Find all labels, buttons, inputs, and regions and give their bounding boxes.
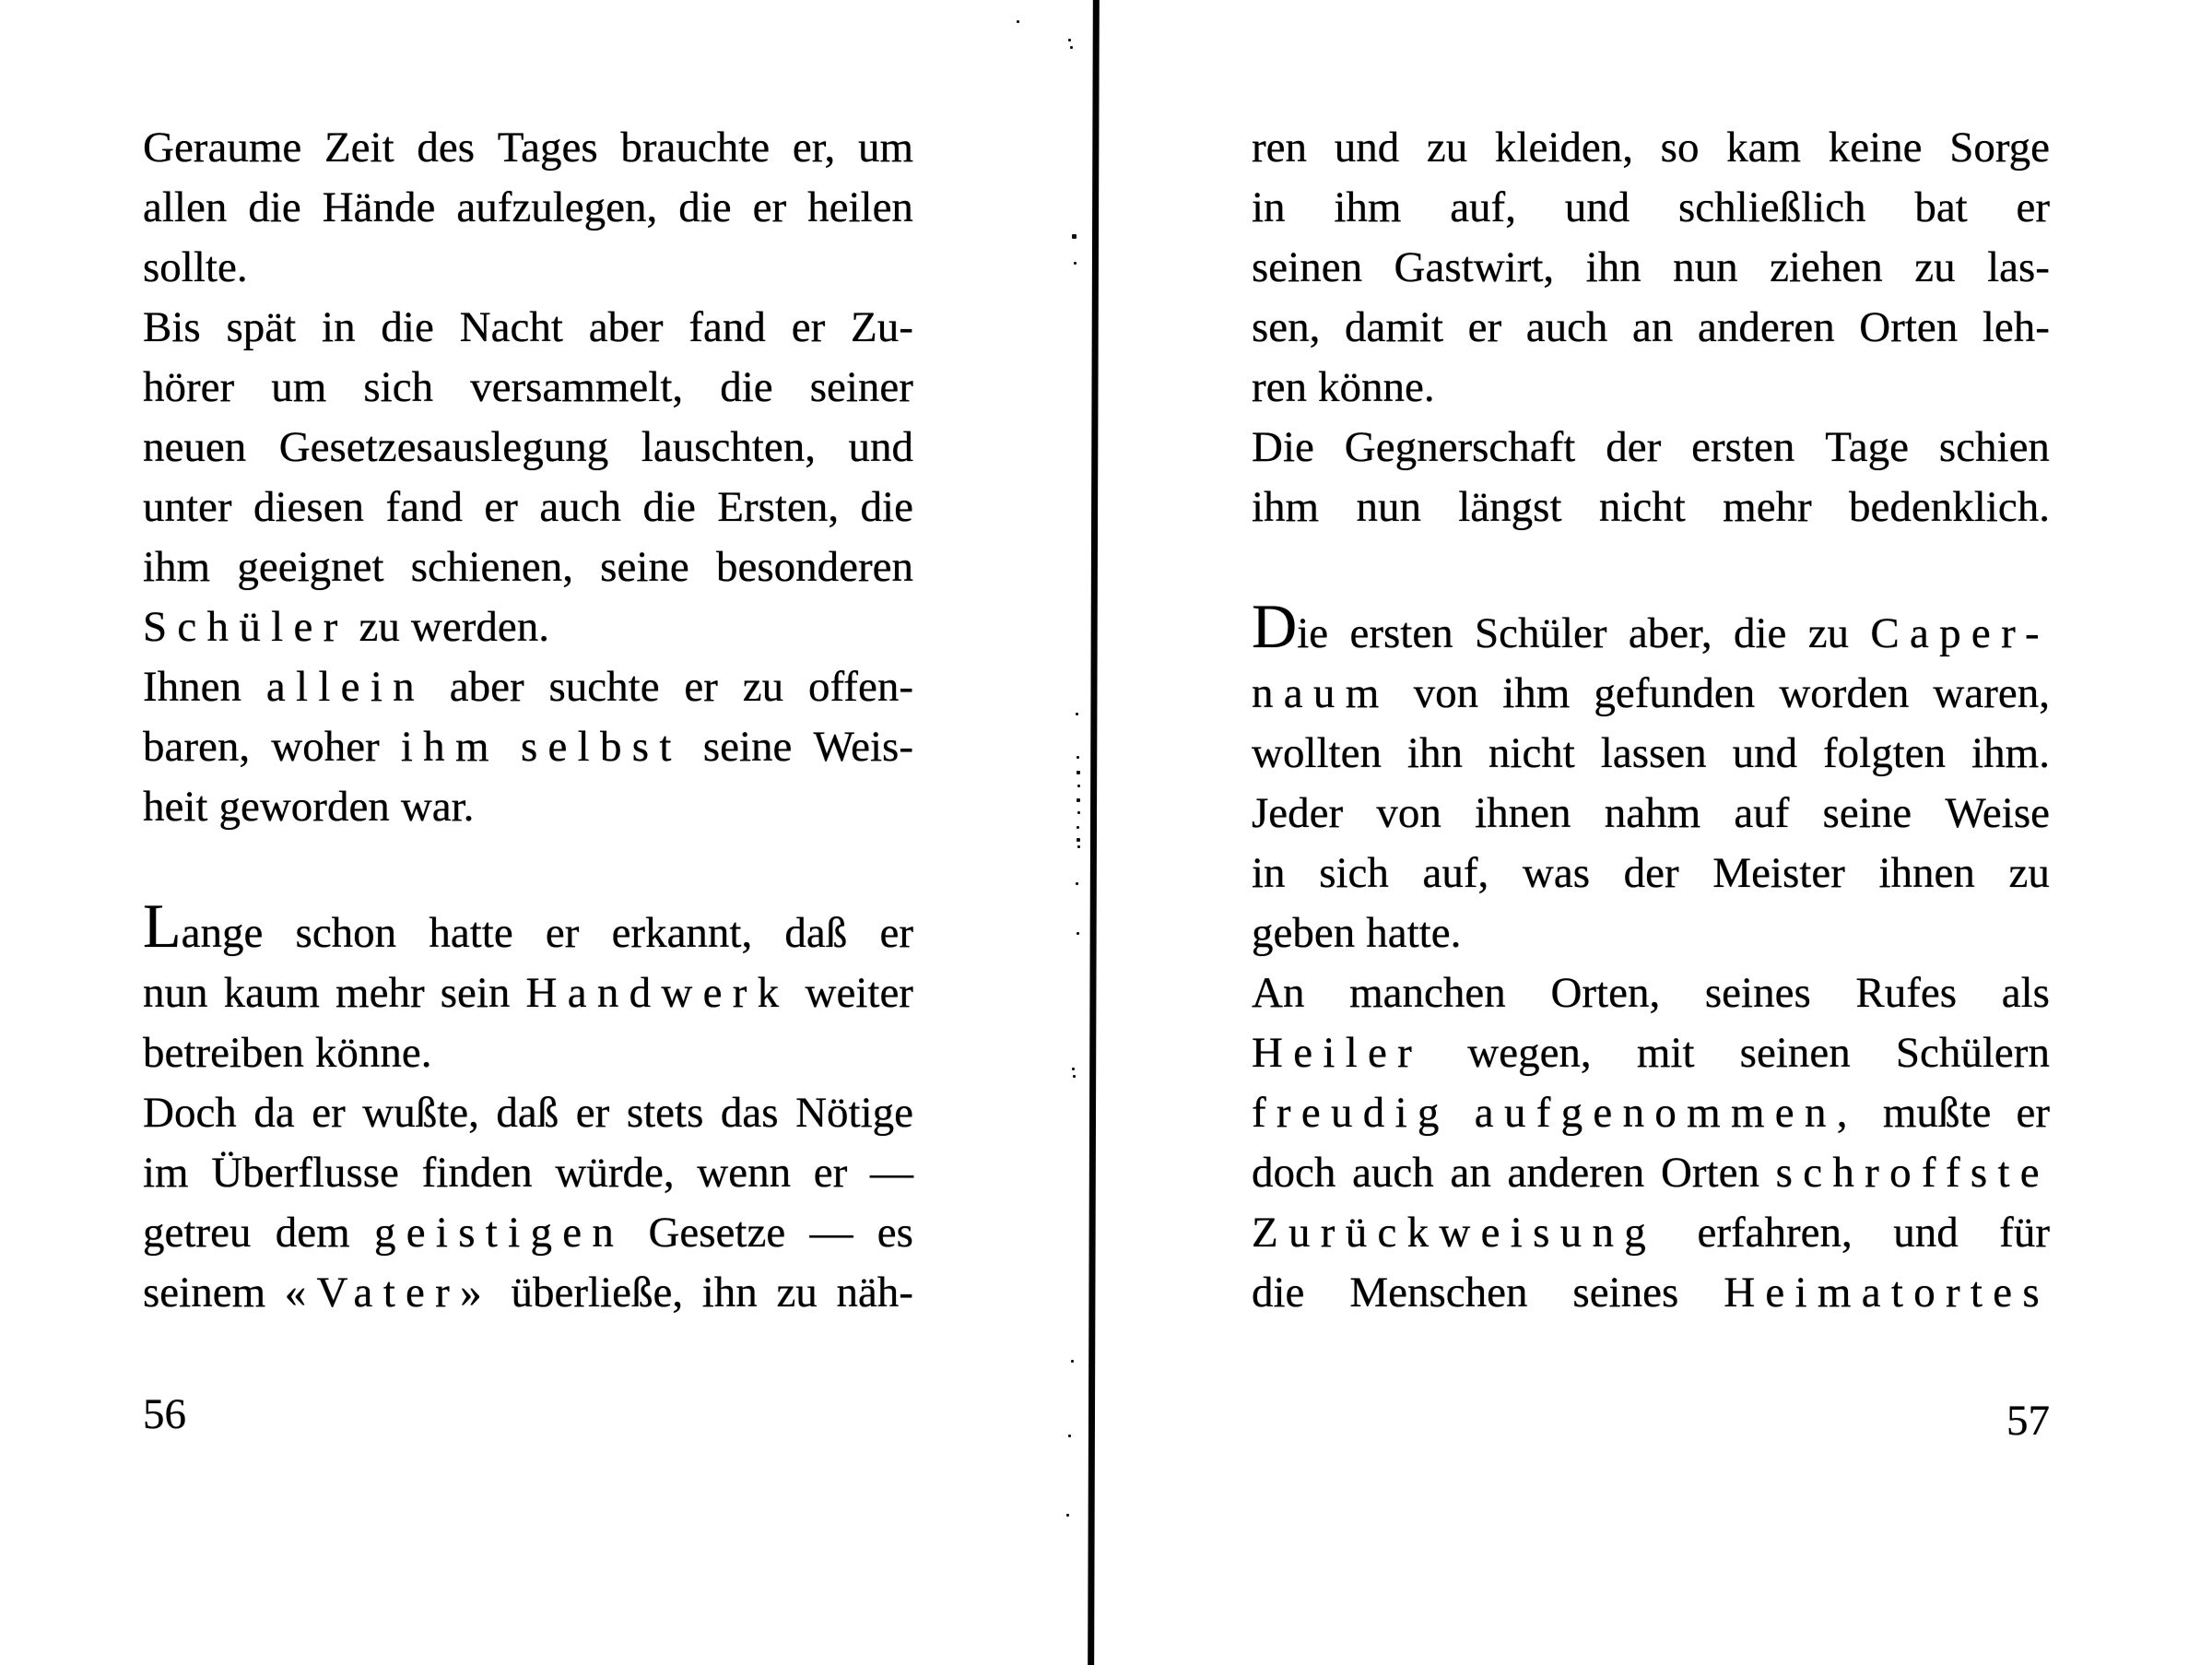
word: er, xyxy=(792,124,836,171)
scan-speck xyxy=(1076,882,1078,885)
text-line xyxy=(143,418,913,478)
word: er xyxy=(879,909,913,957)
word: sich xyxy=(1319,849,1389,897)
scan-speck xyxy=(1077,838,1080,842)
right-page-text-block xyxy=(1252,118,2050,1323)
text-line xyxy=(143,1263,913,1323)
word: seiner xyxy=(809,363,913,411)
word: auch xyxy=(539,483,622,531)
scan-speck xyxy=(1076,713,1078,715)
word: schließlich xyxy=(1677,183,1866,231)
text-line xyxy=(143,717,913,777)
word: damit xyxy=(1344,303,1444,351)
text-line xyxy=(143,597,913,657)
word: Hände xyxy=(322,183,436,231)
word: seinem xyxy=(143,1269,266,1317)
text-line xyxy=(143,657,913,717)
text-line xyxy=(1252,238,2050,298)
word: brauchte xyxy=(620,124,771,171)
word: Zeit xyxy=(324,124,394,171)
word: ihn xyxy=(701,1269,758,1317)
word: er xyxy=(791,303,826,351)
word: Gesetzesauslegung xyxy=(278,423,609,471)
word: stets xyxy=(626,1089,704,1137)
right-page-number: 57 xyxy=(2006,1397,2050,1445)
letterspaced-word: Caper- xyxy=(1870,609,2050,657)
word: heilen xyxy=(807,183,913,231)
text-line xyxy=(143,1143,913,1203)
letterspaced-word: Heimatortes xyxy=(1724,1269,2050,1317)
word: folgten xyxy=(1823,729,1947,777)
text-line xyxy=(143,891,913,963)
letterspaced-word: aufgenommen, xyxy=(1474,1089,1858,1137)
text-line xyxy=(143,537,913,597)
word: finden xyxy=(421,1149,533,1197)
word: daß xyxy=(496,1089,559,1137)
word: er xyxy=(484,483,518,531)
enlarged-initial: D xyxy=(1252,591,1298,661)
book-gutter-line xyxy=(1088,0,1100,1665)
text-line xyxy=(143,178,913,238)
word: zu xyxy=(742,663,784,711)
word: An xyxy=(1252,969,1305,1017)
word: für xyxy=(1999,1209,2050,1257)
word: zu xyxy=(776,1269,818,1317)
text-line xyxy=(143,777,913,837)
word: die xyxy=(720,363,773,411)
word: geworden xyxy=(218,783,390,831)
word: worden xyxy=(1779,669,1910,717)
text-line xyxy=(1252,724,2050,784)
word: Schülern xyxy=(1895,1029,2050,1077)
word: hatte xyxy=(429,909,513,957)
text-line xyxy=(143,1023,913,1083)
word: lassen xyxy=(1600,729,1707,777)
word: schienen, xyxy=(410,543,573,591)
word: doch xyxy=(1252,1149,1336,1197)
word: Gegnerschaft xyxy=(1344,423,1576,471)
left-page-number: 56 xyxy=(143,1390,186,1438)
word: — xyxy=(869,1149,913,1197)
word: Nacht xyxy=(459,303,563,351)
letterspaced-word: naum xyxy=(1252,669,1390,717)
word: fand xyxy=(688,303,766,351)
word: nicht xyxy=(1488,729,1575,777)
scan-speck xyxy=(1017,20,1019,23)
word: kaum xyxy=(223,969,320,1017)
text-line xyxy=(1252,784,2050,844)
word: die xyxy=(381,303,434,351)
text-line xyxy=(1252,1143,2050,1203)
word: in xyxy=(322,303,356,351)
text-line xyxy=(1252,298,2050,358)
word: auf xyxy=(1734,789,1790,837)
letterspaced-word: allein xyxy=(265,663,425,711)
word: geeignet xyxy=(237,543,384,591)
word: er xyxy=(1467,303,1502,351)
text-line xyxy=(1252,178,2050,238)
word: ihnen xyxy=(1878,849,1975,897)
word: ihm xyxy=(1252,483,1320,531)
word: anderen xyxy=(1697,303,1835,351)
word: seinen xyxy=(1252,243,1363,291)
word: aber xyxy=(588,303,664,351)
letterspaced-word: Heiler xyxy=(1252,1029,1423,1077)
word: lauschten, xyxy=(641,423,817,471)
word: wegen, xyxy=(1467,1029,1592,1077)
text-line xyxy=(143,238,913,298)
scan-speck xyxy=(1072,234,1077,239)
word: Weise xyxy=(1945,789,2050,837)
text-line xyxy=(1252,358,2050,418)
word: ziehen xyxy=(1770,243,1883,291)
word: des xyxy=(417,124,475,171)
word: überließe, xyxy=(511,1269,684,1317)
word: aufzulegen, xyxy=(456,183,658,231)
word: zu xyxy=(2008,849,2050,897)
word: ihm xyxy=(143,543,211,591)
word: die xyxy=(1733,609,1787,657)
text-line xyxy=(1252,1263,2050,1323)
word: Überflusse xyxy=(211,1149,399,1197)
word: allen xyxy=(143,183,228,231)
word: heit xyxy=(143,783,208,831)
word: wenn xyxy=(697,1149,792,1197)
letterspaced-word: schroffste xyxy=(1775,1149,2050,1197)
word: zu xyxy=(359,603,400,651)
text-line xyxy=(1252,118,2050,178)
word: offen- xyxy=(808,663,913,711)
word: Ihnen xyxy=(143,663,242,711)
word: da xyxy=(253,1089,295,1137)
word: ersten xyxy=(1349,609,1453,657)
word: erfahren, xyxy=(1697,1209,1853,1257)
letterspaced-word: freudig xyxy=(1252,1089,1450,1137)
word: versammelt, xyxy=(470,363,684,411)
word: Orten, xyxy=(1550,969,1661,1017)
word: sein xyxy=(440,969,511,1017)
scan-speck xyxy=(1077,771,1080,774)
text-line xyxy=(143,963,913,1023)
word: die xyxy=(860,483,913,531)
scan-speck xyxy=(1077,756,1079,759)
scan-speck xyxy=(1077,785,1080,787)
scan-speck xyxy=(1070,46,1073,49)
word: auch xyxy=(1525,303,1608,351)
text-line xyxy=(1252,1203,2050,1263)
word: er xyxy=(575,1089,610,1137)
word: so xyxy=(1660,124,1700,171)
word: Geraume xyxy=(143,124,302,171)
word: kam xyxy=(1726,124,1802,171)
word: las- xyxy=(1987,243,2050,291)
word: ihm. xyxy=(1971,729,2050,777)
word: spät xyxy=(226,303,297,351)
word: wußte, xyxy=(362,1089,479,1137)
word: mehr xyxy=(1723,483,1812,531)
word-with-initial: Die xyxy=(1252,591,1329,661)
letterspaced-word: Zurückweisung xyxy=(1252,1209,1657,1257)
word: mußte xyxy=(1882,1089,1992,1137)
word: seines xyxy=(1572,1269,1679,1317)
word: suchte xyxy=(548,663,660,711)
word: manchen xyxy=(1349,969,1506,1017)
word: schien xyxy=(1938,423,2050,471)
word: ihm xyxy=(1334,183,1402,231)
text-line xyxy=(1252,1083,2050,1143)
word: im xyxy=(143,1149,189,1197)
word: Die xyxy=(1252,423,1314,471)
word: Sorge xyxy=(1949,124,2050,171)
word: an xyxy=(1632,303,1674,351)
letterspaced-word: geistigen xyxy=(373,1209,625,1257)
text-line xyxy=(143,1083,913,1143)
letterspaced-word: Handwerk xyxy=(525,969,790,1017)
word: hörer xyxy=(143,363,235,411)
letterspaced-word: «Vater» xyxy=(284,1269,492,1317)
word: kleiden, xyxy=(1494,124,1633,171)
word: zu xyxy=(1426,124,1468,171)
word: bedenklich. xyxy=(1849,483,2050,531)
word: Orten xyxy=(1660,1149,1759,1197)
text-line xyxy=(143,478,913,537)
word: anderen xyxy=(1507,1149,1645,1197)
word: bat xyxy=(1914,183,1968,231)
word: Nötige xyxy=(795,1089,913,1137)
word: weiter xyxy=(805,969,913,1017)
scan-speck xyxy=(1074,262,1077,265)
word-with-initial: Lange xyxy=(143,891,264,961)
text-line xyxy=(1252,963,2050,1023)
word: ihn xyxy=(1406,729,1463,777)
word: seine xyxy=(600,543,689,591)
word: längst xyxy=(1458,483,1562,531)
word: schon xyxy=(295,909,397,957)
word: erkannt, xyxy=(611,909,753,957)
letterspaced-word: ihm xyxy=(400,723,500,771)
word: dem xyxy=(275,1209,350,1257)
word: ihnen xyxy=(1475,789,1571,837)
word: könne. xyxy=(1318,363,1435,411)
word: ren xyxy=(1252,363,1308,411)
word: unter xyxy=(143,483,232,531)
left-page-text-block xyxy=(143,118,913,1323)
word: und xyxy=(1334,124,1400,171)
word: nun xyxy=(1673,243,1738,291)
text-line xyxy=(143,1203,913,1263)
word: neuen xyxy=(143,423,247,471)
word: er xyxy=(752,183,787,231)
word: Jeder xyxy=(1252,789,1344,837)
word: seines xyxy=(1704,969,1811,1017)
text-line xyxy=(1252,664,2050,724)
word: — xyxy=(809,1209,853,1257)
word: Ersten, xyxy=(717,483,840,531)
word: sollte. xyxy=(143,243,248,291)
word: ren xyxy=(1252,124,1308,171)
word: ersten xyxy=(1691,423,1795,471)
word: die xyxy=(678,183,732,231)
word: leh- xyxy=(1982,303,2050,351)
word: er xyxy=(2016,183,2050,231)
word: gefunden xyxy=(1594,669,1756,717)
scan-speck xyxy=(1073,1075,1076,1078)
word: es xyxy=(877,1209,913,1257)
word: diesen xyxy=(253,483,365,531)
text-line xyxy=(1252,418,2050,478)
scan-speck xyxy=(1068,1435,1071,1437)
word: um xyxy=(857,124,913,171)
word: auch xyxy=(1352,1149,1434,1197)
word: baren, xyxy=(143,723,251,771)
word: ihm xyxy=(1502,669,1571,717)
scan-speck xyxy=(1077,932,1079,935)
word: würde, xyxy=(555,1149,675,1197)
text-line xyxy=(143,298,913,358)
word: Schüler xyxy=(1475,609,1607,657)
word: er xyxy=(813,1149,848,1197)
text-line xyxy=(1252,591,2050,664)
word: er xyxy=(2016,1089,2050,1137)
enlarged-initial: L xyxy=(143,891,182,961)
word: von xyxy=(1376,789,1441,837)
letterspaced-word: selbst xyxy=(520,723,682,771)
word: zu xyxy=(1807,609,1850,657)
word: auf, xyxy=(1422,849,1489,897)
word: Doch xyxy=(143,1089,237,1137)
word: nun xyxy=(1356,483,1421,531)
word: Orten xyxy=(1859,303,1959,351)
word: sich xyxy=(363,363,434,411)
letterspaced-word: Schüler xyxy=(143,603,348,651)
word: und xyxy=(1732,729,1798,777)
word: sen, xyxy=(1252,303,1321,351)
word: als xyxy=(2001,969,2050,1017)
word: könne. xyxy=(314,1029,432,1077)
text-line xyxy=(143,118,913,178)
text-line xyxy=(1252,844,2050,903)
scan-speck xyxy=(1077,826,1079,829)
scan-speck xyxy=(1066,1514,1069,1517)
word: mehr xyxy=(335,969,425,1017)
word: er xyxy=(684,663,718,711)
word: das xyxy=(720,1089,779,1137)
word: der xyxy=(1606,423,1662,471)
text-line xyxy=(1252,478,2050,537)
word: fand xyxy=(385,483,463,531)
word: Zu- xyxy=(851,303,913,351)
word: Bis xyxy=(143,303,201,351)
text-line xyxy=(143,358,913,418)
word: was xyxy=(1522,849,1591,897)
word: Menschen xyxy=(1349,1269,1528,1317)
word: Gesetze xyxy=(648,1209,786,1257)
word: geben xyxy=(1252,909,1356,957)
word: in xyxy=(1252,849,1286,897)
word: Gastwirt, xyxy=(1394,243,1555,291)
word: Meister xyxy=(1712,849,1845,897)
word: auf, xyxy=(1450,183,1516,231)
scan-speck xyxy=(1068,39,1071,41)
word: nun xyxy=(143,969,208,1017)
scan-speck xyxy=(1077,845,1080,848)
word: näh- xyxy=(836,1269,913,1317)
word: er xyxy=(545,909,580,957)
text-line xyxy=(1252,1023,2050,1083)
word: wollten xyxy=(1252,729,1382,777)
word: werden. xyxy=(410,603,549,651)
word: daß xyxy=(784,909,848,957)
word: betreiben xyxy=(143,1029,304,1077)
word: nicht xyxy=(1598,483,1686,531)
word: und xyxy=(848,423,913,471)
word: und xyxy=(1893,1209,1959,1257)
word: Rufes xyxy=(1855,969,1958,1017)
word: von xyxy=(1413,669,1479,717)
word: hatte. xyxy=(1366,909,1462,957)
word: die xyxy=(1252,1269,1305,1317)
word: an xyxy=(1450,1149,1491,1197)
word: woher xyxy=(271,723,380,771)
scan-speck xyxy=(1077,798,1080,802)
word: die xyxy=(642,483,696,531)
word: war. xyxy=(400,783,475,831)
scan-speck xyxy=(1077,811,1080,814)
word: Tage xyxy=(1825,423,1909,471)
word: der xyxy=(1623,849,1679,897)
word: und xyxy=(1564,183,1630,231)
word: seine xyxy=(1822,789,1912,837)
scan-speck xyxy=(1071,1360,1074,1363)
word: die xyxy=(248,183,301,231)
word: in xyxy=(1252,183,1286,231)
scan-speck xyxy=(1072,1068,1075,1070)
word: keine xyxy=(1828,124,1923,171)
word: Weis- xyxy=(813,723,913,771)
word: Tages xyxy=(497,124,598,171)
word: er xyxy=(312,1089,346,1137)
word: zu xyxy=(1914,243,1956,291)
word: waren, xyxy=(1933,669,2050,717)
word: seine xyxy=(702,723,793,771)
text-line xyxy=(1252,903,2050,963)
word: um xyxy=(271,363,327,411)
word: seinen xyxy=(1739,1029,1851,1077)
word: getreu xyxy=(143,1209,252,1257)
word: aber xyxy=(449,663,524,711)
word: ihn xyxy=(1585,243,1641,291)
word: mit xyxy=(1636,1029,1695,1077)
word: nahm xyxy=(1604,789,1701,837)
word: besonderen xyxy=(715,543,913,591)
word: aber, xyxy=(1628,609,1712,657)
